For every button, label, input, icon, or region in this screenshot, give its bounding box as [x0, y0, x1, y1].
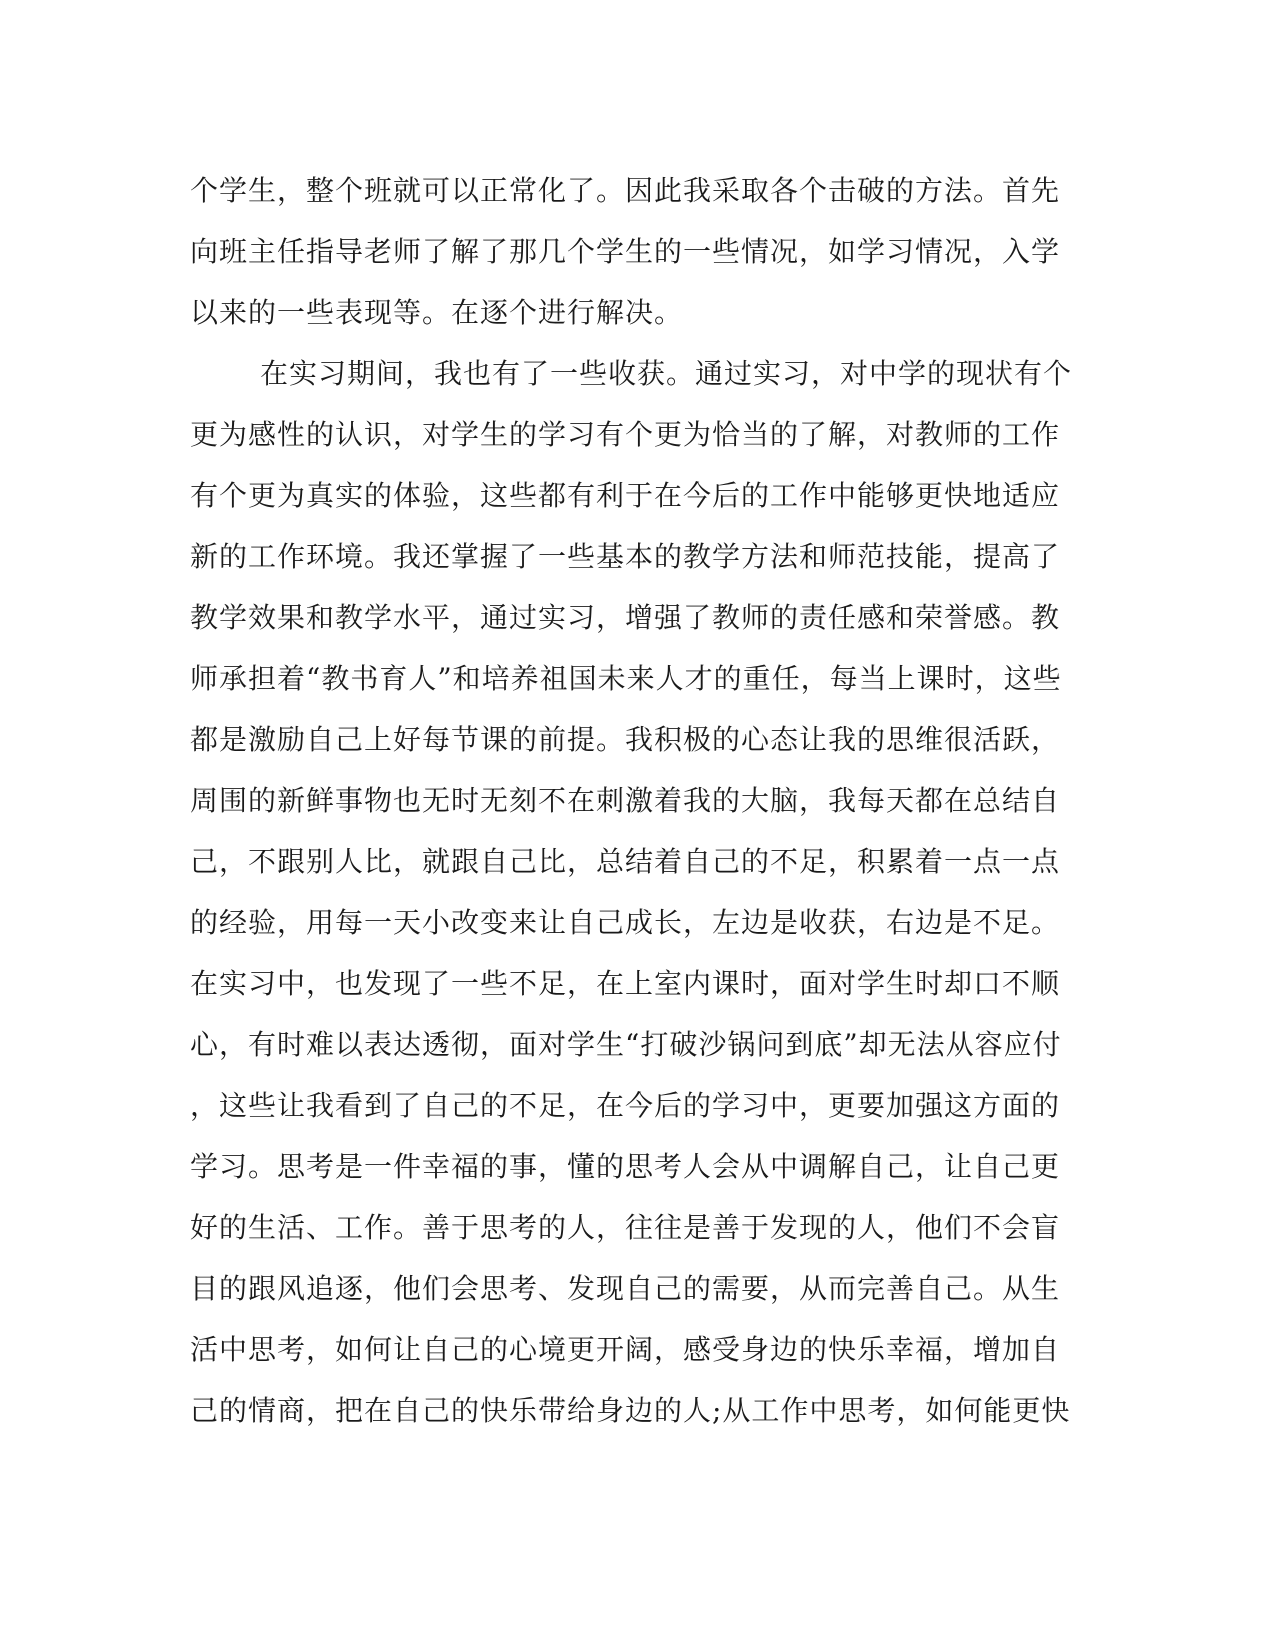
text-line: 学习。思考是一件幸福的事，懂的思考人会从中调解自己，让自己更 [190, 1150, 1061, 1183]
text-line: 都是激励自己上好每节课的前提。我积极的心态让我的思维很活跃， [190, 723, 1061, 756]
text-line: ，这些让我看到了自己的不足，在今后的学习中，更要加强这方面的 [190, 1089, 1061, 1122]
text-line: 活中思考，如何让自己的心境更开阔，感受身边的快乐幸福，增加自 [190, 1333, 1061, 1366]
paragraph-start-line: 在实习期间，我也有了一些收获。通过实习，对中学的现状有个 [260, 357, 1073, 390]
text-line: 新的工作环境。我还掌握了一些基本的教学方法和师范技能，提高了 [190, 540, 1061, 573]
text-line: 目的跟风追逐，他们会思考、发现自己的需要，从而完善自己。从生 [190, 1272, 1061, 1305]
text-line: 心，有时难以表达透彻，面对学生“打破沙锅问到底”却无法从容应付 [190, 1028, 1062, 1061]
text-line: 教学效果和教学水平，通过实习，增强了教师的责任感和荣誉感。教 [190, 601, 1061, 634]
text-line: 有个更为真实的体验，这些都有利于在今后的工作中能够更快地适应 [190, 479, 1061, 512]
text-line: 以来的一些表现等。在逐个进行解决。 [190, 296, 684, 329]
text-line: 向班主任指导老师了解了那几个学生的一些情况，如学习情况，入学 [190, 235, 1061, 268]
text-line: 在实习中，也发现了一些不足，在上室内课时，面对学生时却口不顺 [190, 967, 1061, 1000]
text-line: 师承担着“教书育人”和培养祖国未来人才的重任，每当上课时，这些 [190, 662, 1062, 695]
text-line: 的经验，用每一天小改变来让自己成长，左边是收获，右边是不足。 [190, 906, 1061, 939]
text-line: 己的情商，把在自己的快乐带给身边的人;从工作中思考，如何能更快 [190, 1394, 1071, 1427]
text-line: 好的生活、工作。善于思考的人，往往是善于发现的人，他们不会盲 [190, 1211, 1061, 1244]
text-line: 己，不跟别人比，就跟自己比，总结着自己的不足，积累着一点一点 [190, 845, 1061, 878]
body-text [190, 160, 1090, 1441]
text-line: 更为感性的认识，对学生的学习有个更为恰当的了解，对教师的工作 [190, 418, 1061, 451]
text-line: 周围的新鲜事物也无时无刻不在刺激着我的大脑，我每天都在总结自 [190, 784, 1061, 817]
text-line: 个学生，整个班就可以正常化了。因此我采取各个击破的方法。首先 [190, 174, 1061, 207]
